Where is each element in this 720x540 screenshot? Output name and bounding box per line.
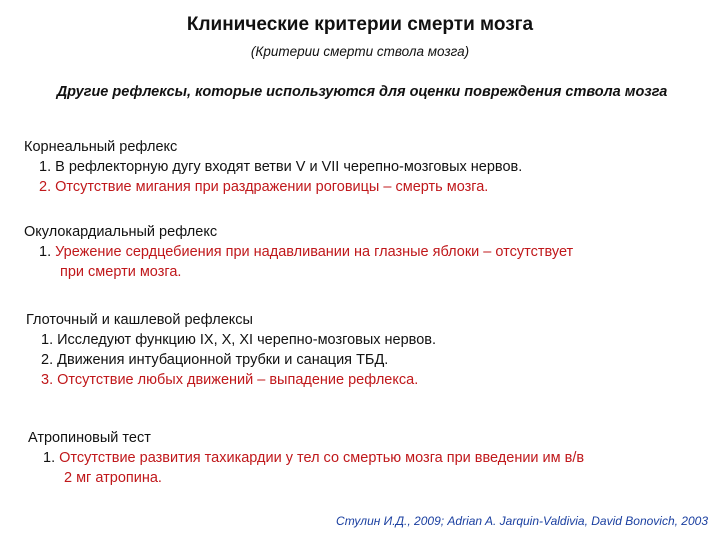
list-item <box>39 177 694 197</box>
item-text: Отсутствие мигания при раздражении роговицы – смерть мозга. <box>55 179 489 195</box>
list-item <box>39 242 694 282</box>
page-title: Клинические критерии смерти мозга <box>186 14 534 35</box>
section-title: Глоточный и кашлевой рефлексы <box>26 312 253 328</box>
list-item <box>41 350 696 370</box>
atropine-test-section <box>28 428 698 488</box>
list-item <box>41 370 696 390</box>
item-number: 1. <box>39 244 52 260</box>
item-text-continued: при смерти мозга. <box>60 264 182 280</box>
list-item <box>39 157 694 177</box>
item-text: Исследуют функцию IX, X, XI черепно-мозговых нервов. <box>57 332 437 348</box>
pharyngeal-cough-reflex-section <box>26 310 696 390</box>
section-title: Атропиновый тест <box>28 430 151 446</box>
corneal-reflex-section <box>24 137 694 197</box>
item-number: 3. <box>41 372 54 388</box>
item-text-continued: 2 мг атропина. <box>64 470 162 486</box>
item-number: 2. <box>41 352 54 368</box>
section-heading: Другие рефлексы, которые используются для оценки повреждения ствола мозга <box>56 84 668 100</box>
item-number: 2. <box>39 179 52 195</box>
item-text: Урежение сердцебиения при надавливании на глазные яблоки – отсутствует <box>55 244 574 260</box>
list-item <box>41 330 696 350</box>
item-number: 1. <box>39 159 52 175</box>
list-item <box>43 448 698 488</box>
section-title: Корнеальный рефлекс <box>24 139 178 155</box>
section-title: Окулокардиальный рефлекс <box>24 224 218 240</box>
item-number: 1. <box>41 332 54 348</box>
item-text: Отсутствие любых движений – выпадение рефлекса. <box>57 372 419 388</box>
oculocardiac-reflex-section <box>24 222 694 282</box>
item-number: 1. <box>43 450 56 466</box>
item-text: В рефлекторную дугу входят ветви V и VII черепно-мозговых нервов. <box>55 159 523 175</box>
page-subtitle: (Критерии смерти ствола мозга) <box>250 44 470 59</box>
citation: Стулин И.Д., 2009; Adrian A. Jarquin-Valdivia, David Bonovich, 2003 <box>336 514 708 528</box>
item-text: Отсутствие развития тахикардии у тел со смертью мозга при введении им в/в <box>59 450 585 466</box>
item-text: Движения интубационной трубки и санация ТБД. <box>57 352 389 368</box>
